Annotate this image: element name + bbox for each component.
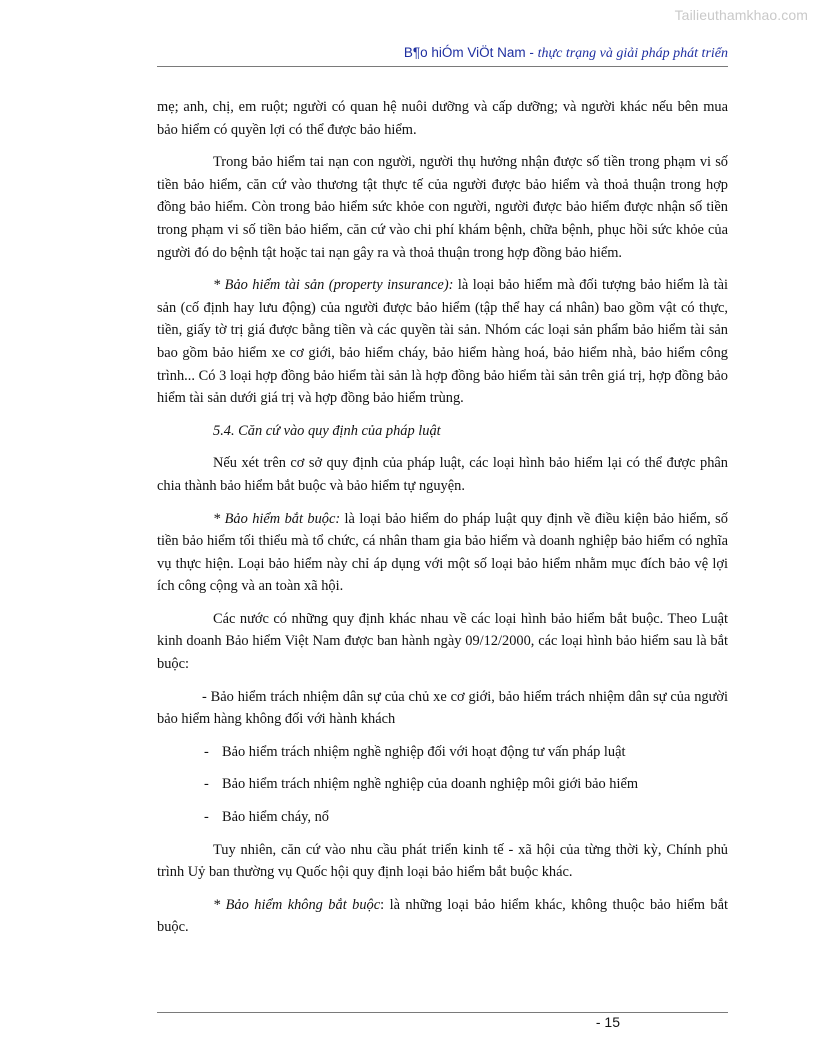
section-heading: 5.4. Căn cứ vào quy định của pháp luật	[213, 422, 441, 439]
list-item	[157, 773, 728, 796]
paragraph-6: Các nước có những quy định khác nhau về các loại hình bảo hiểm bắt buộc. Theo Luật kinh doanh Bảo hiểm Việt Nam được ban hành ngày 09/12/2000, các loại hình bảo hiểm sau là bắt buộc:	[157, 610, 728, 673]
voluntary-insurance-definition: : là những loại bảo hiểm khác, không thuộc bảo hiểm bắt buộc.	[157, 896, 728, 936]
compulsory-insurance-definition: là loại bảo hiểm do pháp luật quy định về điều kiện bảo hiểm, số tiền bảo hiểm tối thiểu mà tổ chức, cá nhân tham gia bảo hiểm và doanh nghiệp bảo hiểm có nghĩa vụ thực hiện. Loại bảo hiểm này chỉ áp dụng với một số loại bảo hiểm nhằm mục đích bảo vệ lợi ích công cộng và an toàn xã hội.	[157, 510, 728, 595]
list-dash: -	[204, 776, 209, 793]
header-title-encoded: B¶o hiÓm ViÖt Nam -	[403, 45, 538, 60]
running-header	[157, 44, 728, 67]
term-property-insurance: * Bảo hiểm tài sản (property insurance):	[213, 277, 454, 294]
paragraph-property-insurance	[157, 274, 728, 410]
paragraph-2: Trong bảo hiểm tai nạn con người, người thụ hưởng nhận được số tiền trong phạm vi số tiền bảo hiểm, căn cứ vào thương tật thực tế của người được bảo hiểm và thoả thuận trong hợp đồng bảo hiểm. Còn trong bảo hiểm sức khỏe con người, người được bảo hiểm được nhận số tiền trong phạm vi số tiền bảo hiểm, căn cứ vào chi phí khám bệnh, chữa bệnh, phục hồi sức khỏe của người đó do bệnh tật hoặc tai nạn gây ra và thoả thuận trong hợp đồng bảo hiểm.	[157, 154, 728, 261]
list-item-text: Bảo hiểm cháy, nổ	[222, 809, 329, 826]
header-title-subtitle: thực trạng và giải pháp phát triển	[537, 46, 728, 61]
property-insurance-definition: là loại bảo hiểm mà đối tượng bảo hiểm là tài sản (cố định hay lưu động) của người được bảo hiểm (tập thể hay cá nhân) bao gồm vật có thực, tiền, giấy tờ trị giá được bằng tiền và các quyền tài sản. Nhóm các loại sản phẩm bảo hiểm tài sản bao gồm bảo hiểm xe cơ giới, bảo hiểm cháy, bảo hiểm hàng hoá, bảo hiểm nhà, bảo hiểm công trình... Có 3 loại hợp đồng bảo hiểm tài sản là hợp đồng bảo hiểm tài sản trên giá trị, hợp đồng bảo hiểm tài sản dưới giá trị và hợp đồng bảo hiểm trùng.	[157, 277, 728, 407]
paragraph-1: mẹ; anh, chị, em ruột; người có quan hệ nuôi dưỡng và cấp dưỡng; và người khác nếu bên mua bảo hiểm có quyền lợi có thể được bảo hiểm.	[157, 99, 728, 138]
list-item-text: Bảo hiểm trách nhiệm nghề nghiệp đối với hoạt động tư vấn pháp luật	[222, 743, 626, 760]
paragraph-4: Nếu xét trên cơ sở quy định của pháp luật, các loại hình bảo hiểm lại có thể được phân chia thành bảo hiểm bắt buộc và bảo hiểm tự nguyện.	[157, 455, 728, 494]
watermark: Tailieuthamkhao.com	[674, 7, 808, 23]
list-item	[157, 741, 728, 764]
list-dash: -	[204, 743, 209, 760]
paragraph-compulsory-insurance	[157, 508, 728, 598]
page-body	[157, 96, 728, 949]
list-item	[157, 806, 728, 829]
list-dash: -	[204, 809, 209, 826]
paragraph-7: Tuy nhiên, căn cứ vào nhu cầu phát triển kinh tế - xã hội của từng thời kỳ, Chính phủ trình Uỷ ban thường vụ Quốc hội quy định loại bảo hiểm bắt buộc khác.	[157, 841, 728, 881]
paragraph-voluntary-insurance	[157, 894, 728, 939]
term-voluntary-insurance: * Bảo hiểm không bắt buộc	[213, 896, 381, 913]
list-item-text: Bảo hiểm trách nhiệm nghề nghiệp của doanh nghiệp môi giới bảo hiểm	[222, 776, 639, 793]
list-item-first: - Bảo hiểm trách nhiệm dân sự của chủ xe cơ giới, bảo hiểm trách nhiệm dân sự của người bảo hiểm hàng không đối với hành khách	[157, 688, 728, 728]
term-compulsory-insurance: * Bảo hiểm bắt buộc:	[213, 510, 341, 527]
footer-rule	[157, 1012, 728, 1013]
page-number: - 15	[595, 1014, 620, 1030]
